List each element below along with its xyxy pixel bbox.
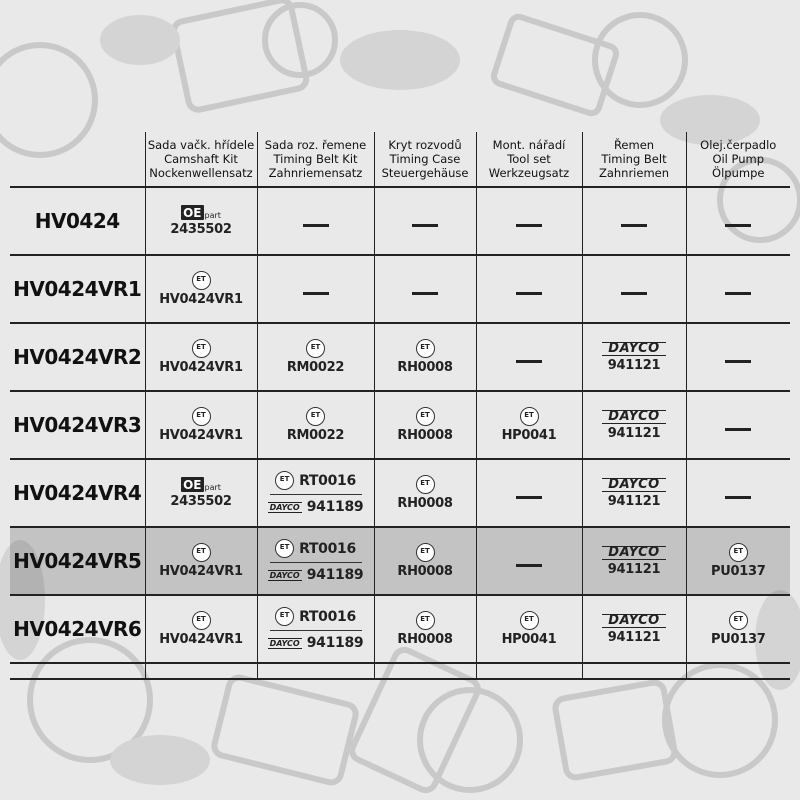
header-label-cz: Kryt rozvodů xyxy=(388,138,462,152)
table-cell xyxy=(374,391,476,459)
kit-name: HV0424VR6 xyxy=(13,617,142,641)
header-label-de: Werkzeugsatz xyxy=(488,166,570,180)
not-included-dash xyxy=(516,224,542,227)
header-row xyxy=(10,132,790,187)
table-cell xyxy=(145,187,257,255)
part-code: PU0137 xyxy=(711,564,766,579)
part-code: RT0016 xyxy=(299,540,356,557)
not-included-dash xyxy=(725,224,751,227)
part-code: HV0424VR1 xyxy=(159,360,243,375)
dayco-logo-icon: DAYCO xyxy=(269,502,300,512)
oe-logo-text: OE xyxy=(183,206,202,220)
header-label-en: Timing Case xyxy=(389,152,461,166)
dayco-logo-icon: DAYCO xyxy=(602,342,665,356)
oe-logo-sub: part xyxy=(204,211,221,220)
part-entry xyxy=(375,339,476,375)
dayco-logo-icon: DAYCO xyxy=(269,570,300,580)
part-entry xyxy=(687,611,791,647)
part-entry xyxy=(146,271,257,307)
et-logo-icon xyxy=(192,543,211,562)
et-logo-icon xyxy=(416,611,435,630)
table-cell xyxy=(476,527,582,595)
not-included-dash xyxy=(516,360,542,363)
table-row xyxy=(10,391,790,459)
part-code: PU0137 xyxy=(711,632,766,647)
table-row xyxy=(10,459,790,527)
kit-name: HV0424VR3 xyxy=(13,413,142,437)
part-entry xyxy=(375,543,476,579)
kit-name: HV0424VR2 xyxy=(13,345,142,369)
part-entry xyxy=(583,546,686,577)
table-cell xyxy=(686,595,790,663)
part-code: 2435502 xyxy=(170,494,232,509)
table-row xyxy=(10,527,790,595)
part-entry xyxy=(146,205,257,237)
part-code: 941189 xyxy=(306,499,364,515)
kit-name-cell xyxy=(10,187,145,255)
et-logo-icon xyxy=(416,543,435,562)
table-cell xyxy=(582,595,686,663)
table-cell xyxy=(686,187,790,255)
table-cell xyxy=(374,255,476,323)
dayco-logo-icon: DAYCO xyxy=(602,546,665,560)
header-label-cz: Olej.čerpadlo xyxy=(700,138,777,152)
header-label-cz: Řemen xyxy=(613,138,655,152)
tail-cell xyxy=(374,663,476,679)
table-cell xyxy=(145,391,257,459)
kit-name-cell xyxy=(10,459,145,527)
not-included-dash xyxy=(516,564,542,567)
kit-name: HV0424VR4 xyxy=(13,481,142,505)
part-line xyxy=(268,499,364,515)
et-logo-icon xyxy=(306,339,325,358)
separator xyxy=(270,630,362,631)
part-entry xyxy=(146,477,257,509)
et-logo-icon xyxy=(275,539,294,558)
table-cell xyxy=(686,527,790,595)
kit-name: HV0424 xyxy=(34,209,120,233)
header-label-de: Ölpumpe xyxy=(712,166,765,180)
part-code: 941121 xyxy=(607,493,661,509)
table-cell xyxy=(145,459,257,527)
not-included-dash xyxy=(621,224,647,227)
part-code: HP0041 xyxy=(501,632,557,647)
et-logo-icon xyxy=(192,271,211,290)
kit-name: HV0424VR1 xyxy=(13,277,142,301)
header-label-en: Tool set xyxy=(507,152,551,166)
separator xyxy=(270,494,362,495)
table-cell xyxy=(145,323,257,391)
kit-name-cell xyxy=(10,323,145,391)
part-code: 941121 xyxy=(607,561,661,577)
not-included-dash xyxy=(516,496,542,499)
et-logo-icon xyxy=(192,611,211,630)
dayco-logo-icon: DAYCO xyxy=(269,638,300,648)
header-timing-case xyxy=(374,132,476,187)
not-included-dash xyxy=(725,496,751,499)
part-code: HV0424VR1 xyxy=(159,428,243,443)
part-line xyxy=(275,607,356,626)
table-row xyxy=(10,323,790,391)
tail-cell xyxy=(257,663,374,679)
part-entry xyxy=(687,543,791,579)
et-logo-icon xyxy=(416,339,435,358)
part-code: 2435502 xyxy=(170,222,232,237)
table-cell xyxy=(476,459,582,527)
part-line xyxy=(275,539,356,558)
part-entry xyxy=(477,611,582,647)
kit-table xyxy=(10,132,790,680)
table-cell xyxy=(257,323,374,391)
not-included-dash xyxy=(725,292,751,295)
kit-name-cell xyxy=(10,391,145,459)
table-cell xyxy=(257,255,374,323)
header-label-en: Timing Belt Kit xyxy=(273,152,358,166)
dayco-logo-icon: DAYCO xyxy=(602,410,665,424)
table-cell xyxy=(257,527,374,595)
et-logo-icon xyxy=(729,543,748,562)
et-logo-icon xyxy=(275,471,294,490)
not-included-dash xyxy=(725,360,751,363)
table-cell xyxy=(374,323,476,391)
header-timing-belt xyxy=(582,132,686,187)
table-cell xyxy=(582,255,686,323)
part-code: RH0008 xyxy=(397,428,453,443)
table-cell xyxy=(257,595,374,663)
part-code: RH0008 xyxy=(397,564,453,579)
oe-part-logo-icon xyxy=(181,205,221,220)
kit-name: HV0424VR5 xyxy=(13,549,142,573)
header-camshaft-kit xyxy=(145,132,257,187)
table-cell xyxy=(145,595,257,663)
header-label-en: Oil Pump xyxy=(712,152,765,166)
header-label-en: Timing Belt xyxy=(601,152,667,166)
et-logo-icon xyxy=(416,407,435,426)
oe-logo-text: OE xyxy=(183,478,202,492)
part-code: HV0424VR1 xyxy=(159,632,243,647)
part-entry xyxy=(375,611,476,647)
part-entry xyxy=(146,407,257,443)
part-entry xyxy=(375,475,476,511)
part-entry xyxy=(146,611,257,647)
part-entry xyxy=(477,407,582,443)
table-cell xyxy=(686,391,790,459)
part-code: RH0008 xyxy=(397,360,453,375)
et-logo-icon xyxy=(275,607,294,626)
part-entry xyxy=(583,342,686,373)
header-label-de: Zahnriemensatz xyxy=(268,166,363,180)
table-cell xyxy=(582,391,686,459)
not-included-dash xyxy=(621,292,647,295)
part-line xyxy=(268,635,364,651)
table-cell xyxy=(582,459,686,527)
not-included-dash xyxy=(412,292,438,295)
part-code: HV0424VR1 xyxy=(159,292,243,307)
not-included-dash xyxy=(412,224,438,227)
part-code: HP0041 xyxy=(501,428,557,443)
tail-cell xyxy=(582,663,686,679)
table-cell xyxy=(476,391,582,459)
not-included-dash xyxy=(516,292,542,295)
kit-name-cell xyxy=(10,527,145,595)
tail-cell xyxy=(10,663,145,679)
et-logo-icon xyxy=(520,611,539,630)
header-label-cz: Mont. nářadí xyxy=(492,138,566,152)
not-included-dash xyxy=(303,292,329,295)
et-logo-icon xyxy=(416,475,435,494)
part-code: 941121 xyxy=(607,425,661,441)
table-cell xyxy=(145,255,257,323)
part-code: RT0016 xyxy=(299,472,356,489)
kit-name-cell xyxy=(10,595,145,663)
table-cell xyxy=(476,187,582,255)
part-code: 941189 xyxy=(306,635,364,651)
table-cell xyxy=(476,595,582,663)
header-oil-pump xyxy=(686,132,790,187)
et-logo-icon xyxy=(192,407,211,426)
part-code: RM0022 xyxy=(286,428,345,443)
part-code: 941121 xyxy=(607,357,661,373)
part-entry xyxy=(583,478,686,509)
part-entry xyxy=(258,471,374,515)
table-cell xyxy=(374,459,476,527)
oe-logo-sub: part xyxy=(204,483,221,492)
part-entry xyxy=(258,607,374,651)
table-cell xyxy=(374,187,476,255)
header-tool-set xyxy=(476,132,582,187)
part-line xyxy=(268,567,364,583)
table-cell xyxy=(686,323,790,391)
tail-cell xyxy=(686,663,790,679)
table-row xyxy=(10,187,790,255)
not-included-dash xyxy=(725,428,751,431)
separator xyxy=(270,562,362,563)
header-label-de: Steuergehäuse xyxy=(381,166,469,180)
tail-cell xyxy=(476,663,582,679)
table-cell xyxy=(582,323,686,391)
part-entry xyxy=(258,339,374,375)
et-logo-icon xyxy=(520,407,539,426)
table-row xyxy=(10,595,790,663)
oe-part-logo-icon xyxy=(181,477,221,492)
table-tail xyxy=(10,663,790,679)
et-logo-icon xyxy=(306,407,325,426)
table-cell xyxy=(686,255,790,323)
header-label-cz: Sada roz. řemene xyxy=(264,138,367,152)
table-cell xyxy=(257,391,374,459)
corner-cell xyxy=(10,132,145,187)
header-label-cz: Sada vačk. hřídele xyxy=(147,138,255,152)
table-cell xyxy=(374,527,476,595)
dayco-logo-icon: DAYCO xyxy=(602,478,665,492)
part-code: RT0016 xyxy=(299,608,356,625)
part-code: RH0008 xyxy=(397,632,453,647)
part-entry xyxy=(258,539,374,583)
kit-name-cell xyxy=(10,255,145,323)
header-label-de: Zahnriemen xyxy=(598,166,670,180)
header-label-en: Camshaft Kit xyxy=(164,152,238,166)
tail-cell xyxy=(145,663,257,679)
header-timing-belt-kit xyxy=(257,132,374,187)
part-code: 941121 xyxy=(607,629,661,645)
table-cell xyxy=(476,323,582,391)
dayco-logo-icon: DAYCO xyxy=(602,614,665,628)
table-cell xyxy=(257,459,374,527)
part-entry xyxy=(258,407,374,443)
part-code: RH0008 xyxy=(397,496,453,511)
table-cell xyxy=(582,187,686,255)
part-entry xyxy=(583,410,686,441)
part-entry xyxy=(146,543,257,579)
part-entry xyxy=(146,339,257,375)
table-cell xyxy=(145,527,257,595)
part-code: HV0424VR1 xyxy=(159,564,243,579)
part-line xyxy=(275,471,356,490)
part-entry xyxy=(583,614,686,645)
table-cell xyxy=(374,595,476,663)
table-cell xyxy=(582,527,686,595)
header-label-de: Nockenwellensatz xyxy=(149,166,253,180)
table-cell xyxy=(686,459,790,527)
table-cell xyxy=(476,255,582,323)
et-logo-icon xyxy=(192,339,211,358)
part-code: RM0022 xyxy=(286,360,345,375)
part-code: 941189 xyxy=(306,567,364,583)
table-row xyxy=(10,255,790,323)
part-entry xyxy=(375,407,476,443)
table-cell xyxy=(257,187,374,255)
et-logo-icon xyxy=(729,611,748,630)
not-included-dash xyxy=(303,224,329,227)
kit-table-body xyxy=(10,187,790,679)
